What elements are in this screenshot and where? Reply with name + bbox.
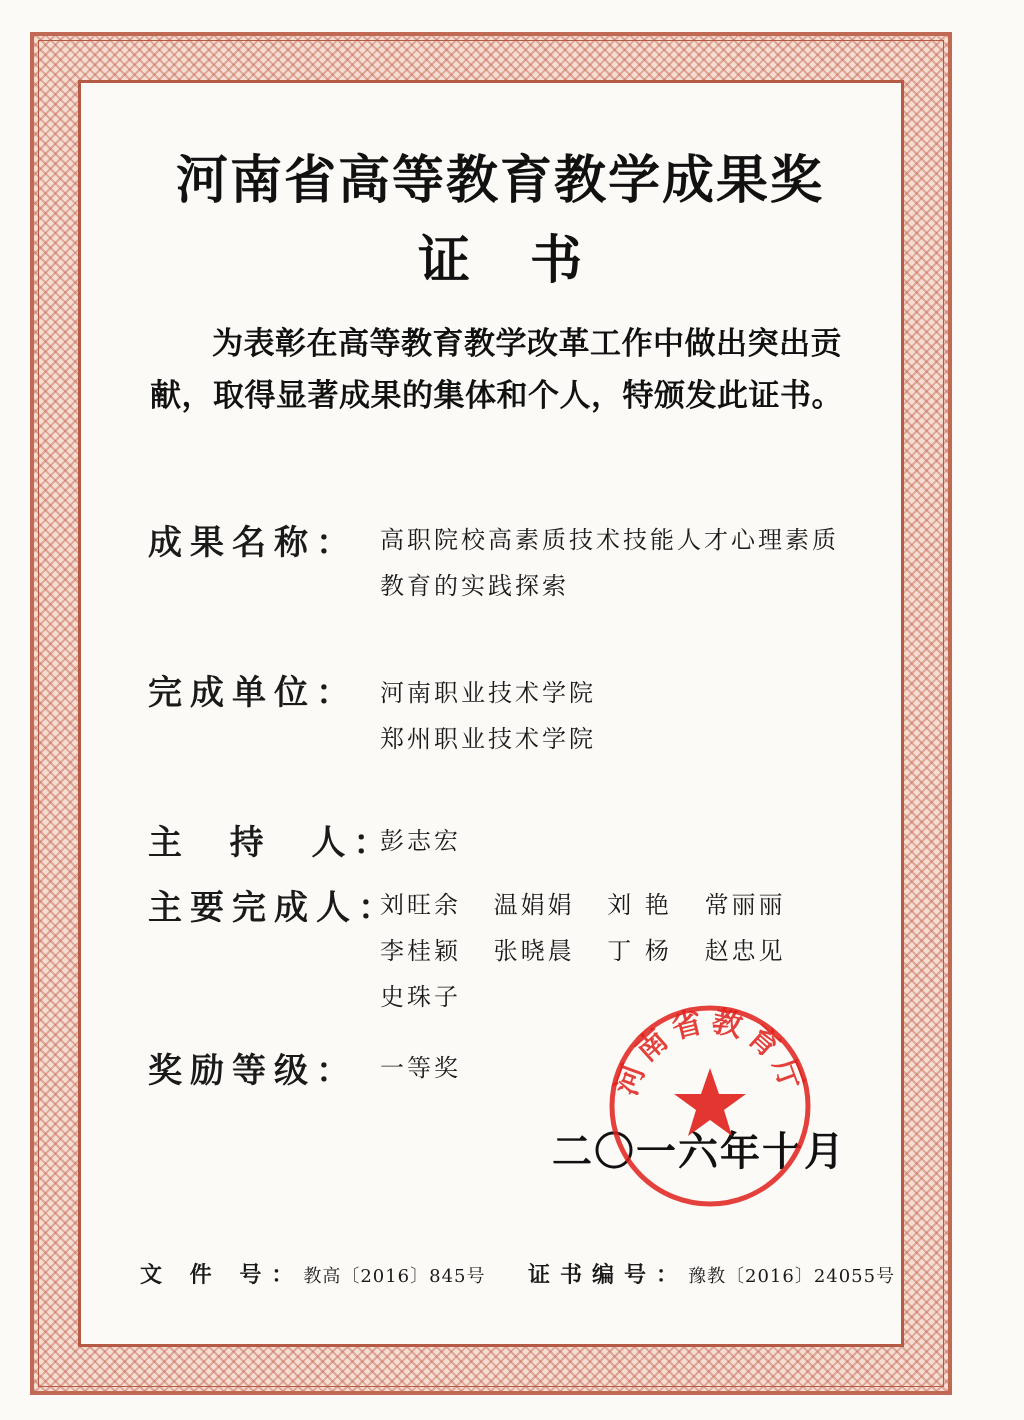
member-name: 史珠子 bbox=[380, 983, 461, 1011]
achievement-value: 高职院校高素质技术技能人才心理素质教育的实践探索 bbox=[380, 526, 839, 600]
cert-number-label: 证书编号： bbox=[528, 1262, 689, 1288]
doc-number-value: 教高〔2016〕845号 bbox=[303, 1266, 486, 1287]
member-name: 常丽丽 bbox=[704, 891, 786, 919]
certificate-title: 河南省高等教育教学成果奖 bbox=[175, 151, 824, 211]
member-name: 刘旺余 bbox=[380, 891, 461, 919]
achievement-label: 成果名称： bbox=[148, 523, 358, 563]
unit-item: 河南职业技术学院 bbox=[380, 679, 596, 707]
award-value: 一等奖 bbox=[380, 1054, 461, 1082]
member-name: 赵忠见 bbox=[704, 937, 786, 965]
unit-item: 郑州职业技术学院 bbox=[380, 725, 596, 753]
units-label: 完成单位： bbox=[148, 673, 358, 713]
certificate-subtitle: 证书 bbox=[417, 231, 642, 291]
doc-number-label: 文 件 号： bbox=[140, 1262, 304, 1288]
host-value: 彭志宏 bbox=[380, 827, 461, 855]
intro-text: 为表彰在高等教育教学改革工作中做出突出贡献，取得显著成果的集体和个人，特颁发此证书。 bbox=[150, 326, 843, 414]
member-name: 丁 杨 bbox=[607, 937, 672, 965]
official-seal bbox=[606, 1002, 814, 1210]
member-name: 李桂颖 bbox=[380, 937, 461, 965]
units-list bbox=[380, 670, 840, 762]
members-list bbox=[380, 882, 840, 1020]
members-label: 主要完成人： bbox=[148, 888, 400, 928]
issue-date: 二〇一六年十月 bbox=[552, 1129, 846, 1175]
member-name: 张晓晨 bbox=[493, 937, 575, 965]
member-name: 刘 艳 bbox=[607, 891, 672, 919]
member-name: 温娟娟 bbox=[493, 891, 575, 919]
host-label: 主 持 人： bbox=[148, 823, 396, 863]
cert-number bbox=[528, 1258, 895, 1289]
cert-number-value: 豫教〔2016〕24055号 bbox=[688, 1266, 896, 1287]
doc-number bbox=[140, 1258, 486, 1289]
seal-text: 河南省教育厅 bbox=[608, 1003, 812, 1101]
award-label: 奖励等级： bbox=[148, 1051, 358, 1091]
seal-star-icon bbox=[674, 1068, 746, 1136]
